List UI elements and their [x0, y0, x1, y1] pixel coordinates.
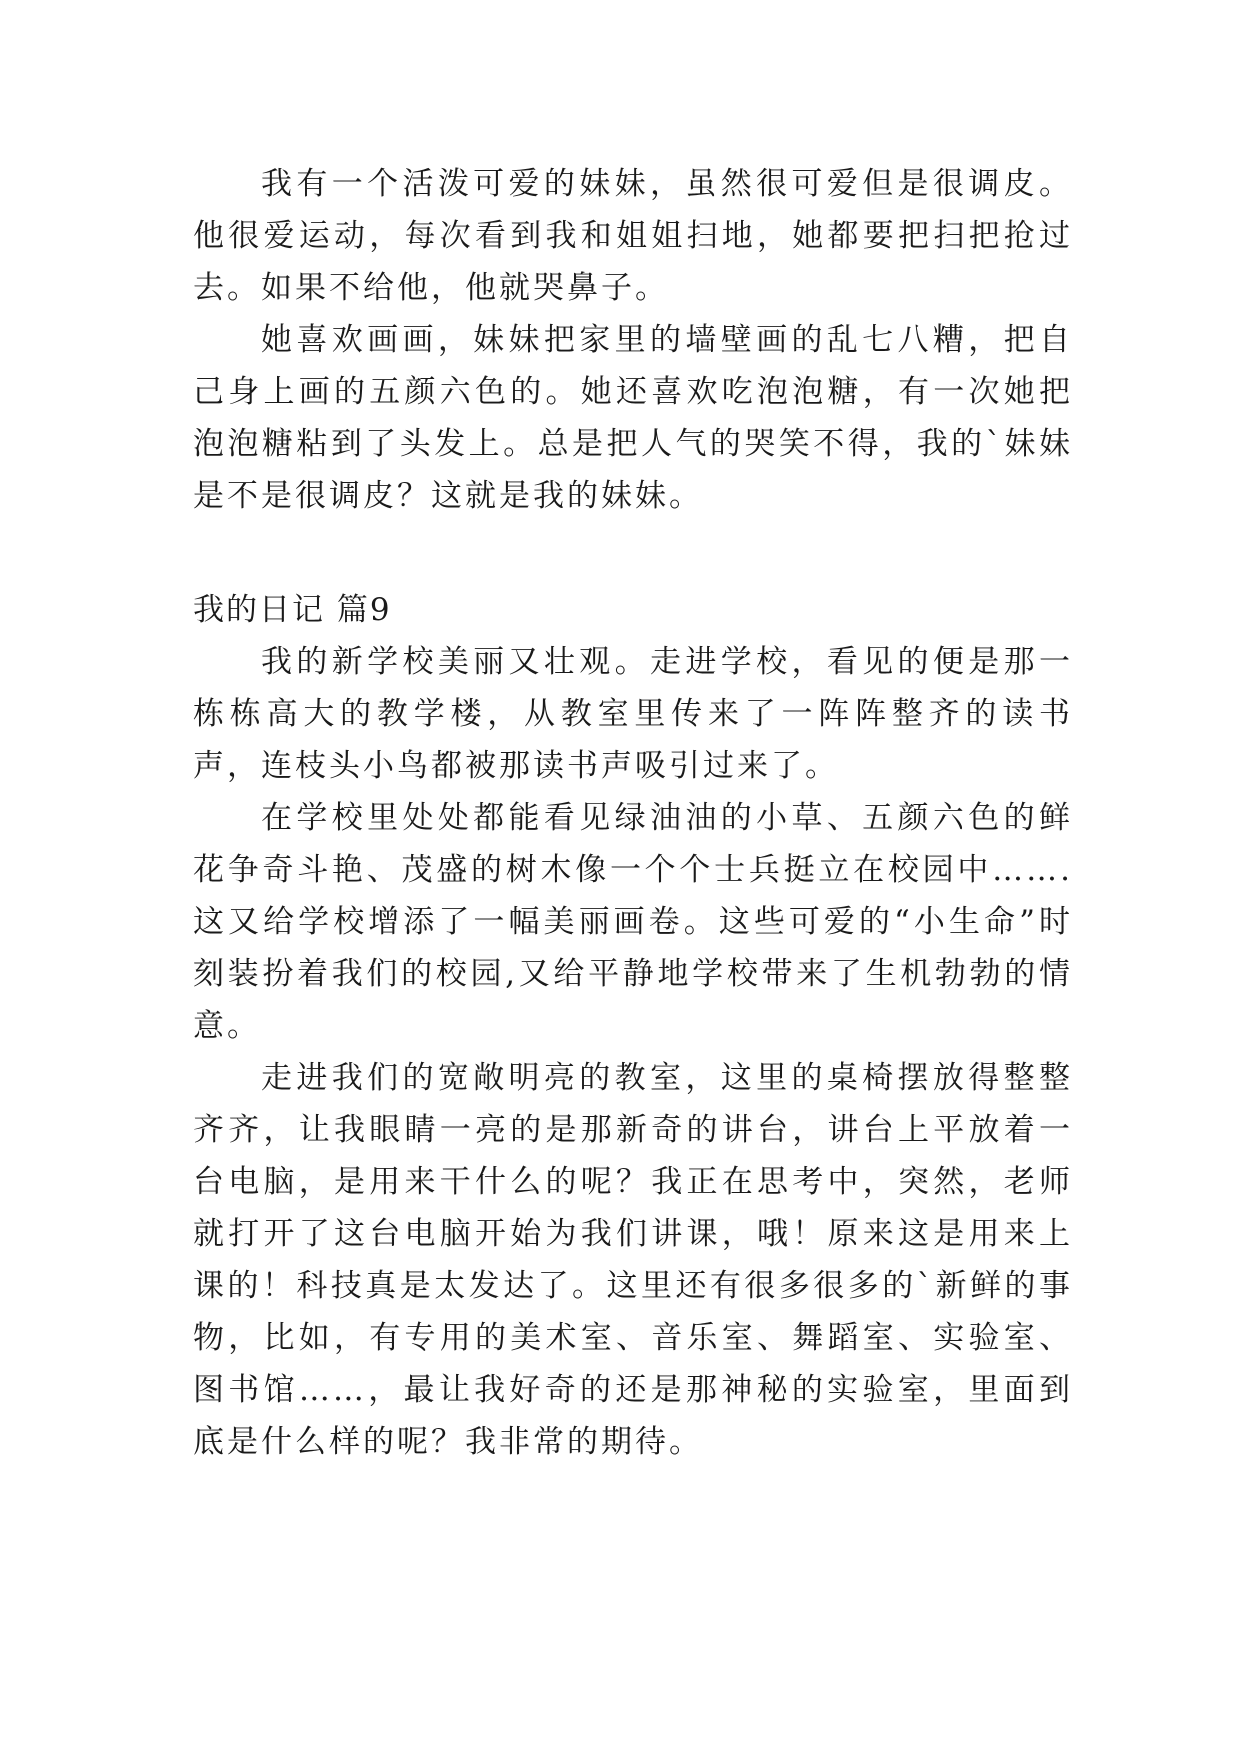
paragraph: 在学校里处处都能看见绿油油的小草、五颜六色的鲜花争奇斗艳、茂盛的树木像一个个士兵挺立在校园中…….这又给学校增添了一幅美丽画卷。这些可爱的“小生命”时刻装扮着我们的校园,又给平静地学校带来了生机勃勃的情意。 — [193, 800, 1073, 1044]
paragraph: 走进我们的宽敞明亮的教室，这里的桌椅摆放得整整齐齐，让我眼睛一亮的是那新奇的讲台，讲台上平放着一台电脑，是用来干什么的呢？我正在思考中，突然，老师就打开了这台电脑开始为我们讲课，哦！原来这是用来上课的！科技真是太发达了。这里还有很多很多的`新鲜的事物，比如，有专用的美术室、音乐室、舞蹈室、实验室、图书馆……，最让我好奇的还是那神秘的实验室，里面到底是什么样的呢？我非常的期待。 — [193, 1060, 1073, 1460]
section-heading: 我的日记 篇9 — [193, 592, 392, 628]
paragraph: 她喜欢画画，妹妹把家里的墙壁画的乱七八糟，把自己身上画的五颜六色的。她还喜欢吃泡泡糖，有一次她把泡泡糖粘到了头发上。总是把人气的哭笑不得，我的`妹妹是不是很调皮？这就是我的妹妹。 — [193, 322, 1073, 514]
document-body — [193, 158, 1073, 1468]
paragraph: 我有一个活泼可爱的妹妹，虽然很可爱但是很调皮。他很爱运动，每次看到我和姐姐扫地，她都要把扫把抢过去。如果不给他，他就哭鼻子。 — [193, 166, 1073, 306]
paragraph: 我的新学校美丽又壮观。走进学校，看见的便是那一栋栋高大的教学楼，从教室里传来了一阵阵整齐的读书声，连枝头小鸟都被那读书声吸引过来了。 — [193, 644, 1073, 784]
